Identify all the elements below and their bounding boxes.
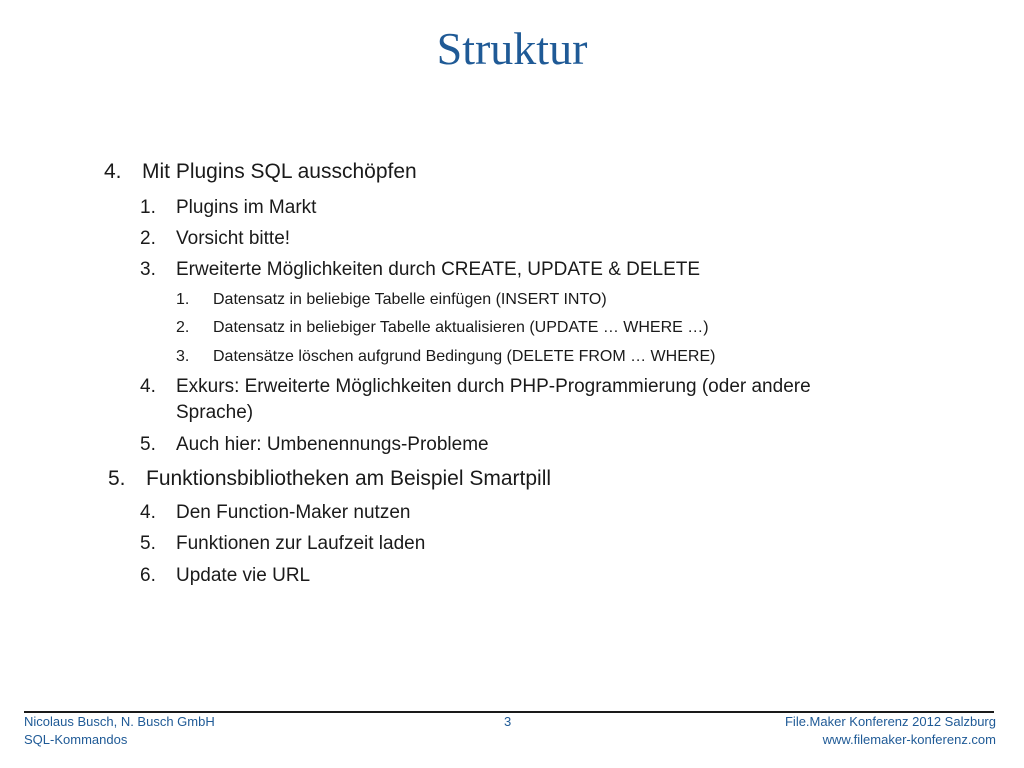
outline-item (176, 348, 715, 366)
footer-author-line1: Nicolaus Busch, N. Busch GmbH (24, 714, 215, 729)
footer-author (24, 713, 215, 749)
footer-conference-name: File.Maker Konferenz 2012 Salzburg (784, 714, 996, 729)
footer-author-line2: SQL-Kommandos (24, 732, 128, 747)
item-number: 1. (140, 197, 156, 218)
item-text: Funktionen zur Laufzeit laden (176, 533, 426, 554)
item-number: 6. (140, 565, 156, 586)
item-number: 5. (108, 467, 126, 490)
item-number: 3. (176, 348, 190, 365)
item-number: 4. (104, 160, 122, 183)
item-number: 5. (140, 533, 156, 554)
outline-item (140, 434, 489, 456)
item-text: Datensatz in beliebige Tabelle einfügen (INSERT INTO) (213, 291, 607, 308)
outline-item (140, 197, 316, 219)
item-number: 2. (176, 319, 190, 336)
item-number: 4. (140, 376, 156, 397)
footer-conference (785, 713, 996, 749)
outline-item (140, 502, 410, 524)
outline-item (140, 533, 425, 555)
footer-website[interactable]: www.filemaker-konferenz.com (822, 732, 996, 747)
outline-item (104, 160, 417, 184)
item-text: Mit Plugins SQL ausschöpfen (142, 160, 417, 183)
item-number: 2. (140, 228, 156, 249)
outline-item (140, 228, 290, 250)
item-text: Erweiterte Möglichkeiten durch CREATE, UPDATE & DELETE (176, 259, 701, 280)
item-number: 5. (140, 434, 156, 455)
item-text: Plugins im Markt (176, 197, 317, 218)
outline-item (140, 374, 876, 426)
item-text: Datensätze löschen aufgrund Bedingung (DELETE FROM … WHERE) (213, 348, 716, 365)
item-text: Exkurs: Erweiterte Möglichkeiten durch PHP-Programmierung (oder andere Sprache) (176, 376, 811, 423)
item-text: Den Function-Maker nutzen (176, 502, 411, 523)
item-text: Update vie URL (176, 565, 311, 586)
footer-page-number: 3 (504, 714, 512, 729)
outline-item (108, 467, 551, 491)
item-number: 3. (140, 259, 156, 280)
outline-item (140, 259, 700, 281)
slide-title: Struktur (436, 23, 588, 74)
item-text: Auch hier: Umbenennungs-Probleme (176, 434, 489, 455)
outline-item (176, 291, 607, 309)
item-text: Vorsicht bitte! (176, 228, 291, 249)
item-text: Funktionsbibliotheken am Beispiel Smartpill (146, 467, 552, 490)
item-number: 1. (176, 291, 190, 308)
item-number: 4. (140, 502, 156, 523)
outline-item (140, 565, 310, 587)
outline-item (176, 319, 709, 337)
item-text: Datensatz in beliebiger Tabelle aktualisieren (UPDATE … WHERE …) (213, 319, 709, 336)
